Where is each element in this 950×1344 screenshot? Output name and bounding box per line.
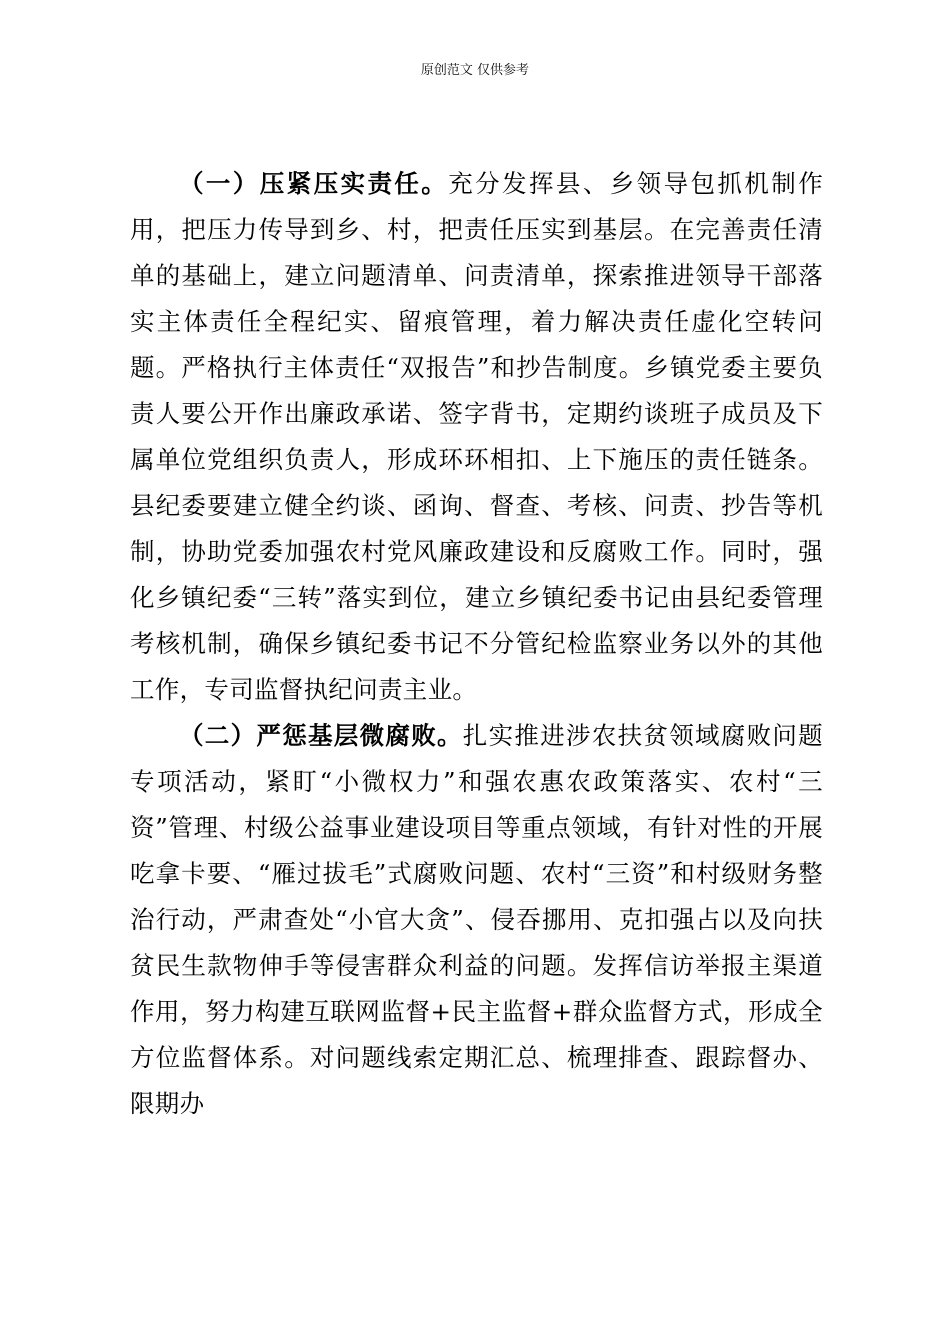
section-heading-2: （二）严惩基层微腐败。 [179,721,463,750]
paragraph-1 [130,161,823,713]
paragraph-2 [130,713,823,1127]
paragraph-2-text: 扎实推进涉农扶贫领域腐败问题专项活动，紧盯“小微权力”和强农惠农政策落实、农村“三资”管理、村级公益事业建设项目等重点领域，有针对性的开展吃拿卡要、“雁过拔毛”式腐败问题、农村“三资”和村级财务整治行动，严肃查处“小官大贪”、侵吞挪用、克扣强占以及向扶贫民生款物伸手等侵害群众利益的问题。发挥信访举报主渠道作用，努力构建互联网监督+民主监督+群众监督方式，形成全方位监督体系。对问题线索定期汇总、梳理排查、跟踪督办、限期办 [130,721,824,1118]
document-body [130,161,823,1127]
page-header: 原创范文 仅供参考 [420,63,530,78]
section-heading-1: （一）压紧压实责任。 [179,169,449,198]
paragraph-1-text: 充分发挥县、乡领导包抓机制作用，把压力传导到乡、村，把责任压实到基层。在完善责任清单的基础上，建立问题清单、问责清单，探索推进领导干部落实主体责任全程纪实、留痕管理，着力解决责任虚化空转问题。严格执行主体责任“双报告”和抄告制度。乡镇党委主要负责人要公开作出廉政承诺、签字背书，定期约谈班子成员及下属单位党组织负责人，形成环环相扣、上下施压的责任链条。县纪委要建立健全约谈、函询、督查、考核、问责、抄告等机制，协助党委加强农村党风廉政建设和反腐败工作。同时，强化乡镇纪委“三转”落实到位，建立乡镇纪委书记由县纪委管理考核机制，确保乡镇纪委书记不分管纪检监察业务以外的其他工作，专司监督执纪问责主业。 [130,169,823,704]
